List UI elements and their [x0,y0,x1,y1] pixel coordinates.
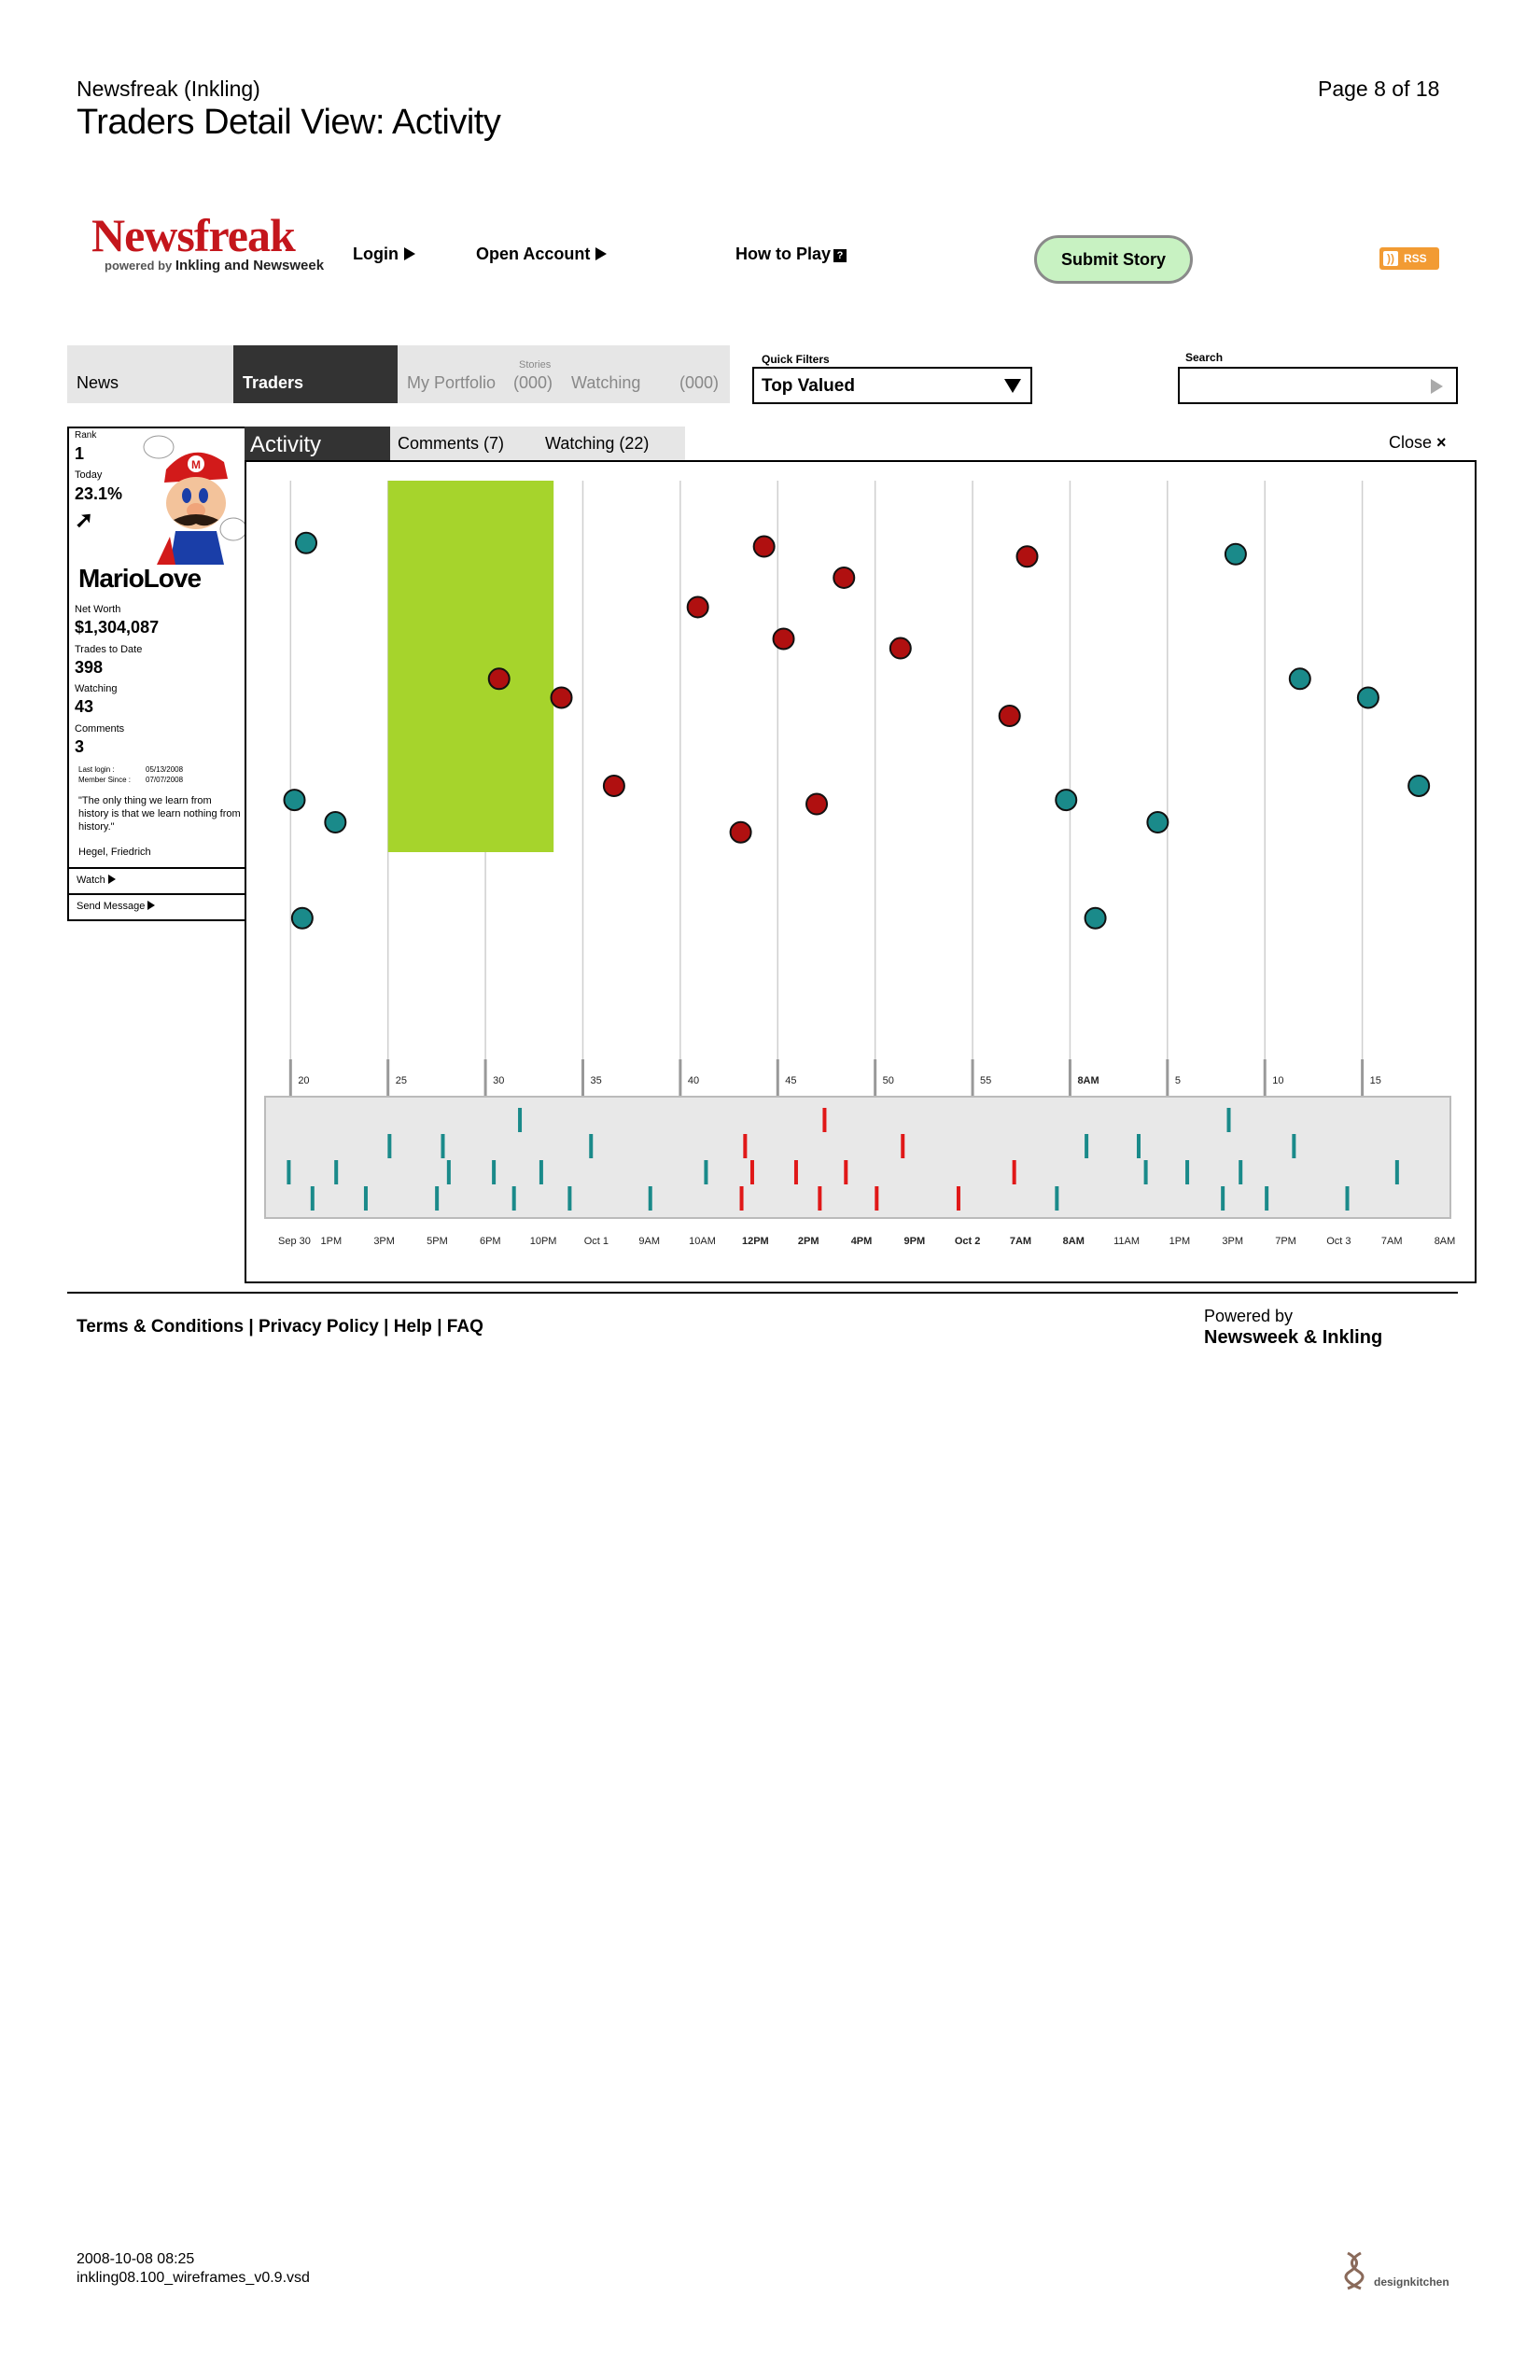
red-trade-point [1017,546,1038,567]
rss-icon: )) [1383,251,1398,266]
faq-link[interactable]: FAQ [446,1317,483,1337]
red-trade-point [774,628,794,649]
teal-trade-point [1290,668,1310,689]
timeline-buy-tick [1292,1134,1295,1158]
arrow-right-icon [595,247,607,260]
teal-trade-point [325,812,345,833]
close-button[interactable] [1389,433,1447,453]
teal-trade-point [1225,544,1246,565]
search-label: Search [1185,351,1224,364]
quick-filters-label: Quick Filters [762,353,830,366]
agency-name: designkitchen [1374,2275,1449,2289]
login-label: Login [353,245,399,263]
privacy-link[interactable]: Privacy Policy [258,1317,379,1337]
powered-by-names: Newsweek & Inkling [1204,1327,1383,1348]
timeline-buy-tick [1265,1186,1268,1211]
footer-separator: | [431,1317,447,1337]
last-login-label: Last login : [78,765,115,774]
timeline-label: 8AM [1062,1236,1085,1247]
red-trade-point [604,776,624,796]
today-value: 23.1% [75,484,123,503]
timeline-label: 9PM [903,1236,926,1247]
timeline-label: Oct 3 [1326,1236,1351,1247]
teal-trade-point [1056,790,1076,810]
timeline-buy-tick [435,1186,439,1211]
timeline-label: 1PM [320,1236,343,1247]
logo-tagline [105,258,338,273]
red-trade-point [890,638,911,659]
last-login-value: 05/13/2008 [146,765,184,774]
net-worth-label: Net Worth [75,604,121,615]
send-message-link[interactable] [69,893,246,919]
timeline-label: 7PM [1275,1236,1296,1247]
open-account-label: Open Account [476,245,591,263]
x-tick-label: 45 [785,1075,797,1086]
rss-label: RSS [1404,252,1427,265]
timeline-buy-tick [441,1134,445,1158]
timeline-sell-tick [818,1186,821,1211]
tab-my-portfolio[interactable]: My Portfolio [407,373,497,392]
timeline-label: 5PM [427,1236,448,1247]
mario-avatar-icon [138,434,246,565]
teal-trade-point [292,908,313,929]
quick-filters-value: Top Valued [762,376,855,396]
timeline-label: 6PM [479,1236,501,1247]
timeline-buy-tick [387,1134,391,1158]
tab-news[interactable]: News [77,373,119,392]
rank-value: 1 [75,444,85,463]
teal-trade-point [296,533,316,553]
timeline-label: 10PM [529,1236,557,1247]
rss-button[interactable] [1379,247,1439,270]
timeline-label: 3PM [1222,1236,1244,1247]
selection-highlight [388,481,553,852]
timeline-label: Oct 2 [954,1236,981,1247]
footer-separator: | [244,1317,259,1337]
timeline-sell-tick [1013,1160,1016,1184]
trend-up-icon: ➚ [75,508,94,533]
x-tick-label: 10 [1272,1075,1284,1086]
timeline-buy-tick [1085,1134,1088,1158]
watch-label: Watch [77,875,105,886]
timeline-label: 12PM [741,1236,769,1247]
timeline-sell-tick [794,1160,798,1184]
arrow-right-icon [404,247,415,260]
timeline-buy-tick [704,1160,707,1184]
teal-trade-point [1085,908,1106,929]
x-tick-label: 40 [687,1075,700,1086]
timeline-buy-tick [512,1186,516,1211]
timeline-buy-tick [492,1160,496,1184]
x-tick-label: 5 [1174,1075,1181,1086]
help-link[interactable]: Help [393,1317,432,1337]
logo-wordmark: Newsfreak [91,209,295,261]
arrow-right-icon [147,901,155,910]
timeline-buy-tick [1239,1160,1242,1184]
document-title: Traders Detail View: Activity [77,103,501,142]
timeline-buy-tick [447,1160,451,1184]
activity-sub-tabs [390,427,685,460]
red-trade-point [806,794,827,815]
caret-down-icon [1004,379,1021,393]
red-trade-point [688,596,708,617]
trader-name: MarioLove [78,564,202,593]
x-tick-label: 15 [1369,1075,1381,1086]
today-label: Today [75,469,103,481]
tab-comments[interactable]: Comments (7) [398,434,505,453]
send-message-label: Send Message [77,901,146,912]
red-trade-point [754,537,775,557]
member-since-value: 07/07/2008 [146,776,184,784]
svg-text:M: M [191,458,201,471]
timeline-buy-tick [567,1186,571,1211]
trades-label: Trades to Date [75,644,143,655]
profile-quote: "The only thing we learn from history is that we learn nothing from history." [78,795,241,833]
comments-value: 3 [75,737,85,756]
timeline-buy-tick [1144,1160,1148,1184]
activity-panel [245,460,1477,1283]
timeline-sell-tick [875,1186,878,1211]
how-to-play-link[interactable] [735,245,847,264]
red-trade-point [552,687,572,707]
page-number: Page 8 of 18 [1318,77,1440,101]
x-tick-label: 35 [590,1075,602,1086]
submit-story-button[interactable]: Submit Story [1034,235,1193,284]
timeline-buy-tick [1346,1186,1350,1211]
trades-value: 398 [75,658,104,677]
timeline-buy-tick [1137,1134,1141,1158]
timeline-sell-tick [957,1186,960,1211]
close-label: Close [1389,433,1433,452]
timeline-sell-tick [901,1134,904,1158]
red-trade-point [731,822,751,843]
timeline-sell-tick [740,1186,744,1211]
red-trade-point [833,567,854,588]
close-icon: × [1436,433,1447,452]
timeline-buy-tick [1395,1160,1399,1184]
timeline-buy-tick [649,1186,652,1211]
net-worth-value: $1,304,087 [75,618,160,637]
timeline-label: 10AM [689,1236,716,1247]
powered-by-label: Powered by [1204,1307,1294,1325]
red-trade-point [489,668,510,689]
watch-link[interactable] [69,867,246,893]
timeline-buy-tick [1227,1108,1231,1132]
x-tick-label: 25 [395,1075,407,1086]
footer-links [77,1317,483,1337]
help-icon: ? [833,249,847,262]
footer-separator: | [378,1317,394,1337]
stories-label: Stories [519,359,552,371]
timeline-label: 1PM [1169,1236,1191,1247]
x-tick-label: 30 [493,1075,505,1086]
timeline-buy-tick [1055,1186,1058,1211]
teal-trade-point [1147,812,1168,833]
teal-trade-point [284,790,304,810]
arrow-right-icon [108,875,116,884]
quick-filters-select[interactable] [752,367,1032,404]
timeline-buy-tick [1185,1160,1189,1184]
x-tick-label: 55 [980,1075,992,1086]
member-since-label: Member Since : [78,776,132,784]
main-tab-bar [67,345,730,403]
timeline-sell-tick [750,1160,754,1184]
timeline-label: Oct 1 [583,1236,609,1247]
timeline-sell-tick [743,1134,747,1158]
login-link[interactable] [353,245,415,264]
timeline-sell-tick [822,1108,826,1132]
timeline-label: 3PM [373,1236,395,1247]
footer-divider [67,1292,1458,1294]
timeline-buy-tick [539,1160,543,1184]
x-tick-label: 50 [882,1075,894,1086]
activity-chart [246,462,1475,1281]
watching-count: (000) [679,373,720,392]
timeline-buy-tick [589,1134,593,1158]
comments-label: Comments [75,723,125,735]
trader-profile-card [67,427,246,921]
tab-traders[interactable]: Traders [233,345,398,403]
x-tick-label: 8AM [1077,1075,1099,1086]
timeline-buy-tick [518,1108,522,1132]
tab-watching[interactable]: Watching [571,373,641,392]
timeline-label: 4PM [850,1236,873,1247]
x-tick-label: 20 [298,1075,310,1086]
timeline-buy-tick [364,1186,368,1211]
timeline-label: 7AM [1009,1236,1032,1247]
timeline-buy-tick [287,1160,290,1184]
logo-tagline-brands: Inkling and Newsweek [175,258,325,273]
teal-trade-point [1408,776,1429,796]
portfolio-count: (000) [513,373,553,392]
document-file: inkling08.100_wireframes_v0.9.vsd [77,2270,310,2286]
rank-label: Rank [75,430,97,441]
timeline-buy-tick [334,1160,338,1184]
red-trade-point [1000,706,1020,726]
timeline-buy-tick [1221,1186,1225,1211]
logo-tagline-prefix: powered by [105,259,173,273]
document-subtitle: Newsfreak (Inkling) [77,77,260,101]
open-account-link[interactable] [476,245,607,264]
timeline-label: 7AM [1380,1236,1403,1247]
timeline-label: 9AM [638,1236,661,1247]
quote-author: Hegel, Friedrich [78,847,151,858]
tab-watching-traders[interactable]: Watching (22) [545,434,650,453]
search-input[interactable] [1178,367,1458,404]
timeline-buy-tick [311,1186,315,1211]
tab-activity[interactable]: Activity [245,427,390,460]
watching-label: Watching [75,683,118,694]
watching-value: 43 [75,697,94,716]
timeline-label: 8AM [1434,1236,1456,1247]
document-date: 2008-10-08 08:25 [77,2251,195,2267]
newsfreak-logo[interactable] [91,209,338,273]
timeline-label: 11AM [1113,1236,1141,1247]
dna-icon [1342,2251,1370,2290]
terms-link[interactable]: Terms & Conditions [77,1317,245,1337]
designkitchen-logo [1342,2251,1463,2294]
search-go-icon[interactable] [1431,379,1443,394]
timeline-label: Sep 30 [278,1236,311,1247]
timeline-sell-tick [844,1160,847,1184]
timeline-label: 2PM [797,1236,819,1247]
how-to-play-label: How to Play [735,245,832,263]
teal-trade-point [1358,687,1379,707]
